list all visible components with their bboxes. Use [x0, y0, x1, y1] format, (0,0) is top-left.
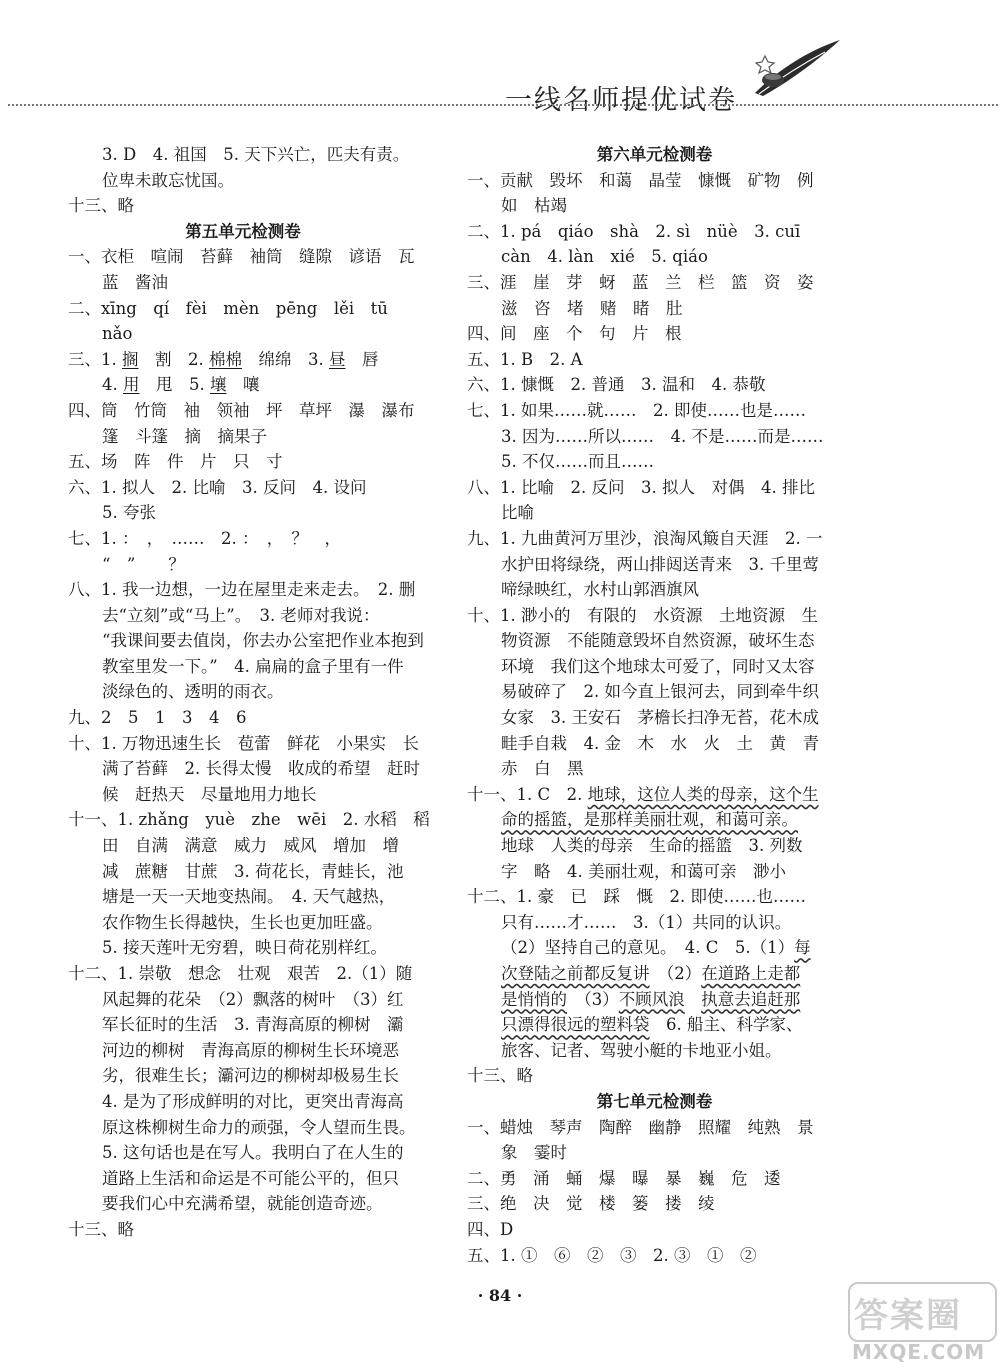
- answer-line: 啼绿映红，水村山郭酒旗风: [501, 580, 699, 600]
- answer-line: 篷 斗篷 摘 摘果子: [102, 426, 267, 446]
- answer-line: 5. 不仅……而且……: [501, 452, 654, 472]
- header-divider: [8, 104, 998, 106]
- section-heading: 第五单元检测卷: [185, 221, 301, 241]
- answer-line: 八、1. 我一边想，一边在屋里走来走去。 2. 删: [68, 580, 416, 600]
- answer-line: 5. 这句话也是在写人。我明白了在人生的: [102, 1143, 404, 1163]
- answer-text: 嚷: [226, 375, 260, 395]
- answer-line: 畦手自栽 4. 金 木 水 火 土 黄 青: [501, 733, 819, 753]
- section-heading: 第七单元检测卷: [596, 1091, 713, 1111]
- answer-line: [467, 1012, 842, 1038]
- answer-line: 道路上生活和命运是不可能公平的，但只: [102, 1168, 399, 1188]
- answer-line: 地球 人类的母亲 生命的摇篮 3. 列数: [501, 836, 803, 856]
- answer-line: [467, 987, 842, 1013]
- answer-text: 甩 5.: [139, 375, 210, 395]
- answer-line: 旅客、记者、驾驶小艇的卡地亚小姐。: [501, 1040, 782, 1060]
- answer-line: “ ” ？: [102, 554, 185, 574]
- answer-line: 淡绿色的、透明的雨衣。: [102, 682, 284, 702]
- marked-answer: 搁: [122, 349, 139, 369]
- answer-line: 滋 咨 堵 赌 睹 肚: [501, 298, 683, 318]
- answer-line: 农作物生长得越快，生长也更加旺盛。: [102, 912, 383, 932]
- answer-line: nǎo: [102, 324, 133, 344]
- answer-line: 七、1. 如果……就…… 2. 即使……也是……: [467, 400, 806, 420]
- answer-line: 六、1. 拟人 2. 比喻 3. 反问 4. 设问: [68, 477, 367, 497]
- answer-text: （2）坚持自己的意见。 4. C 5.（1）: [501, 938, 795, 958]
- marked-answer: 只漂得很远的塑料袋: [501, 1015, 650, 1035]
- marked-answer: 棉棉: [209, 349, 242, 369]
- book-title: 一线名师提优试卷: [505, 85, 737, 116]
- marked-answer: 执意去追赶那: [701, 989, 801, 1009]
- answer-line: 十三、略: [68, 196, 134, 216]
- answer-line: [467, 935, 842, 961]
- answer-line: 3. 因为……所以…… 4. 不是……而是……: [501, 426, 824, 446]
- answer-line: 3. D 4. 祖国 5. 天下兴亡，匹夫有责。: [102, 145, 410, 164]
- answer-line: 五、1. B 2. A: [467, 349, 583, 369]
- answer-line: 三、涯 崖 芽 蚜 蓝 兰 栏 篮 资 姿: [467, 272, 814, 292]
- answer-text: 唇: [345, 349, 379, 369]
- answer-line: 候 赶热天 尽量地用力地长: [102, 784, 317, 804]
- answer-line: 十二、1. 崇敬 想念 壮观 艰苦 2.（1）随: [68, 964, 413, 983]
- answer-line: 只有……才…… 3.（1）共同的认识。: [501, 912, 792, 932]
- right-column: [467, 142, 842, 1268]
- answer-line: 田 自满 满意 威力 威风 增加 增: [102, 836, 399, 856]
- answer-line: 位卑未敢忘忧国。: [102, 170, 234, 190]
- answer-line: “我课间要去值岗，你去办公室把作业本抱到: [102, 631, 424, 651]
- answer-line: 减 蔗糖 甘蔗 3. 荷花长，青蛙长，池: [102, 861, 404, 881]
- watermark-logo: [848, 1282, 993, 1366]
- answer-line: 军长征时的生活 3. 青海高原的柳树 灞: [102, 1015, 404, 1035]
- answer-line: 一、衣柜 喧闹 苔藓 袖筒 缝隙 谚语 瓦: [68, 247, 415, 267]
- answer-line: [467, 782, 842, 808]
- answer-line: 原这株柳树生命力的顽强，令人望而生畏。: [102, 1117, 416, 1137]
- answer-line: 四、间 座 个 句 片 根: [467, 324, 682, 344]
- answer-line: 二、勇 涌 蛹 爆 曝 暴 巍 危 逶: [467, 1168, 781, 1188]
- answer-text: [685, 990, 702, 1009]
- answer-line: [68, 347, 418, 373]
- answer-line: 六、1. 慷慨 2. 普通 3. 温和 4. 恭敬: [467, 375, 766, 395]
- answer-line: 四、筒 竹筒 袖 领袖 坪 草坪 瀑 瀑布: [68, 400, 415, 420]
- answer-line: 七、1. ： ， …… 2. ： ， ？ ，: [68, 528, 341, 548]
- answer-line: 易破碎了 2. 如今直上银河去，同到牵牛织: [501, 682, 819, 702]
- answer-line: 去“立刻”或“马上”。 3. 老师对我说：: [102, 605, 380, 625]
- page-header: [0, 0, 1000, 115]
- answer-line: 教室里发一下。” 4. 扁扁的盒子里有一件: [102, 656, 404, 676]
- answer-line: 河边的柳树 青海高原的柳树生长环境恶: [102, 1040, 399, 1060]
- answer-line: 五、场 阵 件 片 只 寸: [68, 452, 283, 472]
- marked-answer: 在道路上走都: [701, 964, 801, 983]
- answer-line: 象 霎时: [501, 1143, 567, 1163]
- answer-line: 劣，很难生长；灞河边的柳树却极易生长: [102, 1066, 399, 1086]
- marked-answer: 是悄悄的: [501, 989, 567, 1009]
- answer-text: 4.: [102, 375, 123, 395]
- answer-line: 5. 接天莲叶无穷碧，映日荷花别样红。: [102, 938, 387, 958]
- answer-text: 三、1.: [68, 349, 122, 369]
- answer-text: 十一、1. C 2.: [467, 784, 588, 804]
- answer-line: 四、D: [467, 1219, 514, 1239]
- answer-line: 4. 是为了形成鲜明的对比，更突出青海高: [102, 1091, 404, 1111]
- answer-line: 环境 我们这个地球太可爱了，同时又太容: [501, 656, 815, 676]
- answer-text: 绵绵 3.: [242, 349, 329, 369]
- quill-pen-icon: [735, 38, 845, 108]
- answer-line: 女家 3. 王安石 茅檐长扫净无苔，花木成: [501, 708, 819, 728]
- answer-line: 一、贡献 毁坏 和蔼 晶莹 慷慨 矿物 例: [467, 170, 814, 190]
- answer-line: 八、1. 比喻 2. 反问 3. 拟人 对偶 4. 排比: [467, 477, 815, 497]
- marked-answer: 每: [794, 938, 811, 958]
- answer-text: 割 2.: [138, 349, 209, 369]
- marked-answer: 不顾风浪: [618, 989, 685, 1009]
- answer-line: 十二、1. 豪 已 踩 慨 2. 即使……也……: [467, 887, 806, 907]
- marked-answer: 昼: [329, 349, 346, 369]
- answer-line: 塘是一天一天地变热闹。 4. 天气越热，: [102, 887, 396, 907]
- marked-answer: 壤: [210, 375, 227, 395]
- answer-line: 十、1. 渺小的 有限的 水资源 土地资源 生: [467, 605, 818, 625]
- marked-answer: 地球，这位人类的母亲，这个生: [587, 784, 819, 804]
- section-heading: 第六单元检测卷: [596, 145, 713, 164]
- answer-line: 比喻: [501, 503, 534, 523]
- answer-line: 如 枯竭: [501, 196, 567, 216]
- answer-line: càn 4. làn xié 5. qiáo: [501, 247, 708, 267]
- answer-line: 九、2 5 1 3 4 6: [68, 708, 247, 728]
- answer-line: 要我们心中充满希望，就能创造奇迹。: [102, 1194, 383, 1214]
- answer-line: 水护田将绿绕，两山排闼送青来 3. 千里莺: [501, 554, 819, 574]
- answer-line: 一、蜡烛 琴声 陶醉 幽静 照耀 纯熟 景: [467, 1117, 814, 1137]
- marked-answer: 命的摇篮，是那样美丽壮观，和蔼可亲。: [501, 810, 798, 830]
- watermark-text: 答案圈: [854, 1296, 962, 1336]
- answer-line: 二、1. pá qiáo shà 2. sì nüè 3. cuī: [467, 221, 801, 241]
- answer-line: [68, 372, 418, 398]
- answer-line: 十三、略: [68, 1219, 134, 1239]
- answer-line: 三、绝 决 觉 楼 篓 搂 绫: [467, 1194, 715, 1214]
- answer-text: （2）: [649, 964, 702, 983]
- answer-line: 九、1. 九曲黄河万里沙，浪淘风簸自天涯 2. 一: [467, 528, 823, 548]
- answer-line: 物资源 不能随意毁坏自然资源，破坏生态: [501, 631, 815, 651]
- answer-line: 十一、1. zhǎng yuè zhe wēi 2. 水稻 稻: [68, 810, 430, 830]
- marked-answer: 次登陆之前都反复讲: [501, 964, 650, 983]
- left-column: [68, 142, 430, 1243]
- marked-answer: 用: [123, 375, 140, 395]
- answer-line: 字 略 4. 美丽壮观，和蔼可亲 渺小: [501, 861, 786, 881]
- answer-line: 蓝 酱油: [102, 272, 168, 292]
- answer-line: 五、1. ① ⑥ ② ③ 2. ③ ① ②: [467, 1245, 757, 1265]
- watermark-url: MXQE.COM: [852, 1340, 986, 1364]
- answer-line: [467, 961, 842, 987]
- answer-text: （3）: [567, 989, 619, 1009]
- answer-line: 十、1. 万物迅速生长 苞蕾 鲜花 小果实 长: [68, 733, 419, 753]
- answer-line: 十三、略: [467, 1066, 533, 1086]
- answer-line: 满了苔藓 2. 长得太慢 收成的希望 赶时: [102, 759, 420, 779]
- answer-line: 5. 夸张: [102, 503, 156, 523]
- answer-line: 二、xīng qí fèi mèn pēng lěi tū: [68, 298, 388, 318]
- answer-line: 赤 白 黑: [501, 759, 584, 779]
- page-number: · 84 ·: [477, 1286, 523, 1305]
- answer-line: 风起舞的花朵 （2）飘落的树叶 （3）红: [102, 989, 404, 1009]
- answer-line: [467, 807, 842, 833]
- answer-text: 6. 船主、科学家、: [649, 1015, 803, 1035]
